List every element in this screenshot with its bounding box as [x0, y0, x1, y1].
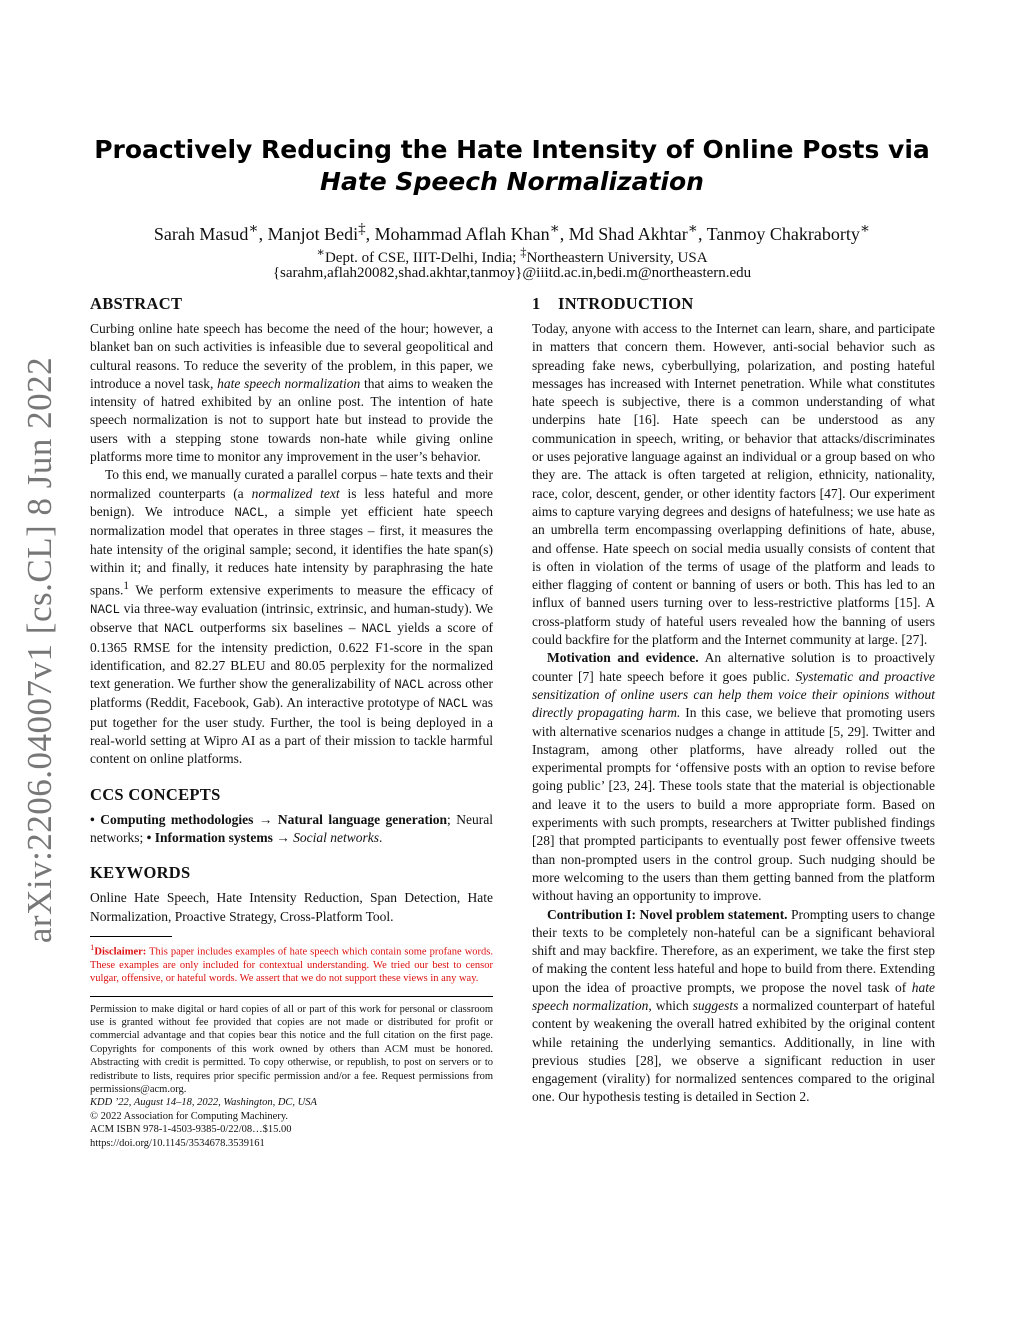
permission-text: Permission to make digital or hard copies of all or part of this work for personal or classroom use is granted without fee provided that copies are not made or distributed for profit or commercial advantage and that copies bear this notice and the full citation on the first page. Copyrights for components of this work owned by others than ACM must be honored. Abstracting with credit is permitted. To copy otherwise, or republish, to post on servers or to redistribute to lists, requires prior specific permission and/or a fee. Request permissions from permissions@acm.org. — [90, 1003, 493, 1095]
italic-term: hate speech normalization — [532, 979, 935, 1013]
text-run: , which — [648, 997, 693, 1013]
author-name: Tanmoy Chakraborty — [706, 224, 860, 244]
intro-heading — [532, 294, 935, 314]
text-run: outperforms six baselines – — [194, 620, 362, 636]
author-mark: ‡ — [358, 221, 366, 237]
footnote-disclaimer — [90, 941, 493, 986]
italic-term: normalized text — [251, 485, 340, 501]
isbn: ACM ISBN 978-1-4503-9385-0/22/08…$15.00 — [90, 1124, 292, 1136]
right-column — [532, 294, 935, 1107]
footnote-divider — [90, 936, 172, 937]
intro-paragraph: Today, anyone with access to the Internet can learn, share, and participate in matters that concern them. However, anti-social behavior such as spreading fake news, cyberbullying, polarization, and posting hateful messages has increased with Internet penetration. While what constitutes hate speech is subjective, there is a common understanding of what underpins hate [16]. Hate speech can be understood as any communication in speech, writing, or behavior that attacks/discriminates or uses pejorative language against an individual or a group based on who they are. The attack is often targeted at religion, ethnicity, nationality, race, color, descent, gender, or other identity factors [47]. Our experiment aims to capture varying degrees and designs of hatefulness; we use hate as an umbrella term encompassing overlapping definitions of hate, abuse, and offense. Hate speech on social media usually consists of content that is often in violation of the terms of usage of the platform and leads to either flagging of content or banning of users or both. This has led to an influx of banned users turning over to less-restrictive platforms [15]. A cross-platform study of hateful users revealed how the banning of users could backfire for the platform and the Internet community at large. [27]. — [532, 321, 935, 648]
title-italic: Hate Speech Normalization — [320, 167, 704, 196]
venue-text: KDD ’22, August 14–18, 2022, Washington, DC, USA — [90, 1097, 317, 1109]
text-run: . — [378, 829, 383, 845]
model-name: NACL — [394, 678, 425, 693]
affil-mark: ∗ — [316, 245, 325, 259]
italic-text: Systematic and proactive sensitization of online users can help them voice their opinions without directly propagating harm. — [532, 668, 935, 721]
italic-term: hate speech normalization — [217, 375, 361, 391]
abstract-paragraph — [90, 466, 493, 768]
footnote-label: Disclaimer: — [94, 946, 147, 958]
abstract-paragraph — [90, 320, 493, 466]
arxiv-stamp-text: arXiv:2206.04007v1 [cs.CL] 8 Jun 2022 — [20, 356, 59, 944]
text-run: was put together for the user study. Further, the tool is being deployed in a real-world setting at Wipro AI as a part of their mission to tackle harmful content on online platforms. — [90, 695, 493, 767]
text-run: that aims to weaken the intensity of hatred exhibited by an online post. The intention of hate speech normalization is not to support hate but instead to provide the users with a stepping stone towards non-hate while giving online platforms more time to monitor any improvement in the user’s behavior. — [90, 375, 494, 465]
affil-text: Northeastern University, USA — [526, 250, 708, 266]
author-mark: ∗ — [687, 221, 698, 237]
venue — [90, 1096, 493, 1109]
keywords-heading: KEYWORDS — [90, 863, 191, 883]
ccs-term: • Computing methodologies — [90, 811, 254, 827]
model-name: NACL — [438, 697, 469, 712]
affil-mark: ‡ — [520, 245, 527, 259]
author-emails: {sarahm,aflah20082,shad.akhtar,tanmoy}@iiitd.ac.in,bedi.m@northeastern.edu — [272, 265, 752, 281]
footnote-ref[interactable]: 1 — [123, 580, 129, 593]
text-run: ; Neural networks; — [90, 811, 493, 845]
author-mark: ∗ — [248, 221, 259, 237]
text-run: via three-way evaluation (intrinsic, extrinsic, and human-study). We observe that — [90, 600, 493, 636]
text-run: a normalized counterpart of hateful content by weakening the overall hatred exhibited by the original content while retaining the underlying semantics. Additionally, in line with previous studies [28], we observe a significant reduction in user engagement (virality) for normalized sentences compared to the original one. Our hypothesis testing is detailed in Section 2. — [532, 997, 935, 1105]
ccs-arrow: → — [253, 811, 278, 827]
title-main: Proactively Reducing the Hate Intensity of Online Posts via — [94, 135, 930, 164]
text-run: To this end, we manually curated a parallel corpus – hate texts and their normalized counterparts (a — [90, 467, 493, 501]
arxiv-stamp — [10, 356, 70, 944]
intro-paragraph — [532, 649, 935, 905]
copyright: © 2022 Association for Computing Machinery. — [90, 1110, 289, 1122]
model-name: NACL — [90, 602, 121, 617]
text-run: We perform extensive experiments to measure the efficacy of — [129, 582, 493, 598]
text-run: Curbing online hate speech has become the need of the hour; however, a blanket ban on such activities is infeasible due to several geopolitical and cultural reasons. To reduce the severity of the problem, in this paper, we introduce a novel task, — [90, 321, 493, 391]
permission-block — [90, 1003, 493, 1150]
ccs-term: Natural language generation — [277, 811, 448, 827]
footnote-number: 1 — [90, 941, 95, 952]
ccs-term: • Information systems — [146, 829, 273, 845]
abstract-heading: ABSTRACT — [90, 294, 183, 313]
model-name: NACL — [164, 622, 195, 637]
text-run: yields a score of 0.1365 RMSE for the intensity prediction, 0.622 F1-score in the span identification, and 82.27 BLEU and 80.05 perplexity for the normalized text generation. We further show the generalizability of — [90, 620, 493, 692]
run-in-heading: Contribution I: Novel problem statement. — [547, 906, 788, 922]
text-run: In this case, we believe that promoting users with alternative scenarios nudges a change in attitude [5, 29]. Twitter and Instagram, among other platforms, have already rolled out the experimental prompts for ‘offensive posts with an option to revise before going public’ [23, 24]. These tools state that the material is objectionable and leave it to the users to build a more appropriate form. Based on experiments with such prompts, researchers at Twitter published findings [28] that prompted participants to eventually post fewer offensive tweets than non-prompted users in the control group. Such nudging should be more welcoming to the users than them getting banned from the platform without having an opportunity to improve. — [532, 705, 935, 904]
text-run: Prompting users to change their texts to be completely non-hateful can be a significant behavioral shift and may backfire. Therefore, as an experiment, we take the first step of making the content less hateful and hope to build from there. Extending upon the idea of proactive prompts, we propose the novel task of — [532, 906, 935, 995]
ccs-heading: CCS CONCEPTS — [90, 784, 221, 804]
author-name: Sarah Masud — [153, 224, 249, 244]
text-run: , a simple yet efficient hate speech normalization model that operates in three stages – first, it measures the hate intensity of the original sample; second, it identifies the hate span(s) within it; and finally, it reduces hate intensity by paraphrasing the hate spans. — [90, 503, 494, 598]
author-name: Md Shad Akhtar — [568, 224, 688, 244]
text-run: is less hateful and more benign). We introduce — [90, 485, 493, 519]
author-mark: ∗ — [859, 221, 871, 237]
italic-term: suggests — [692, 997, 739, 1013]
keywords-text: Online Hate Speech, Hate Intensity Reduction, Span Detection, Hate Normalization, Proactive Strategy, Cross-Platform Tool. — [90, 890, 493, 924]
ccs-term: Social networks — [293, 829, 379, 845]
author-list: Sarah Masud∗, Manjot Bedi‡, Mohammad Aflah Khan∗, Md Shad Akhtar∗, Tanmoy Chakraborty∗ — [153, 221, 871, 244]
left-column — [90, 294, 493, 1150]
author-name: Manjot Bedi — [267, 224, 359, 244]
ccs-concepts — [90, 811, 493, 848]
text-run: across other platforms (Reddit, Facebook, Gab). An interactive prototype of — [90, 676, 493, 711]
author-name: Mohammad Aflah Khan — [374, 224, 550, 244]
section-number: 1 — [532, 294, 541, 313]
permission-divider — [90, 996, 493, 997]
section-title: INTRODUCTION — [558, 294, 694, 313]
author-mark: ∗ — [549, 221, 560, 237]
paper-title — [60, 134, 964, 198]
ccs-arrow: → — [272, 829, 294, 845]
model-name: NACL — [361, 622, 392, 637]
affil-text: Dept. of CSE, IIIT-Delhi, India; — [324, 250, 521, 266]
text-run: An alternative solution is to proactively counter [7] hate speech before it goes public. — [532, 650, 935, 684]
run-in-heading: Motivation and evidence. — [547, 650, 699, 666]
doi-link[interactable]: https://doi.org/10.1145/3534678.3539161 — [90, 1137, 265, 1149]
model-name: NACL — [234, 505, 265, 520]
intro-paragraph — [532, 906, 935, 1107]
footnote-text: This paper includes examples of hate speech which contain some profane words. These examples are only included for contextual understanding. We tried our best to censor vulgar, offensive, or hateful words. We assert that we do not support these views in any way. — [90, 946, 493, 985]
